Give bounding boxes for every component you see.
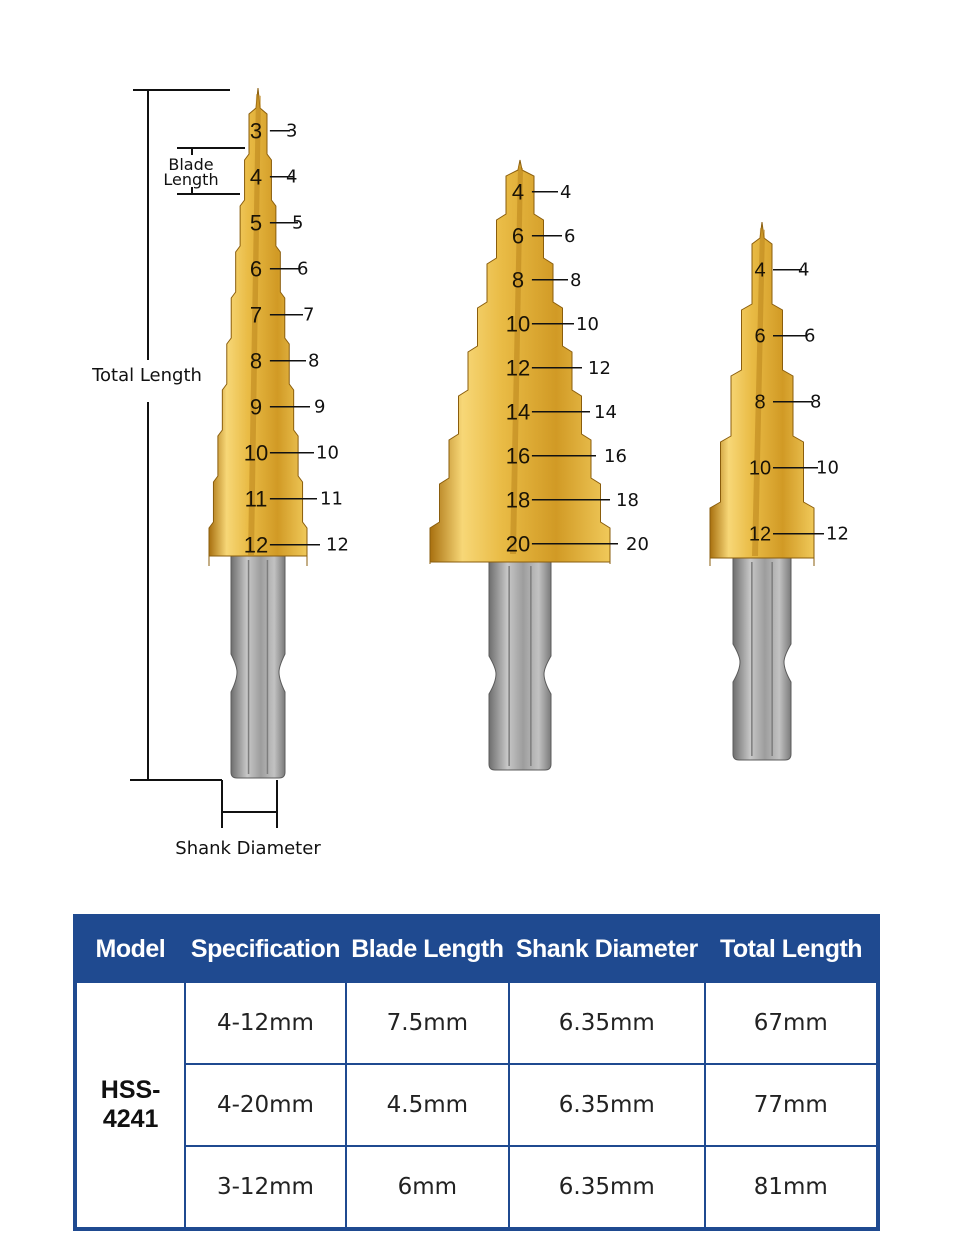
cell-specification: 3-12mm [185, 1146, 345, 1229]
cell-blade-length: 4.5mm [346, 1064, 509, 1146]
bits-layer [209, 88, 849, 778]
cell-specification: 4-12mm [185, 982, 345, 1065]
step-label-11: 11 [320, 488, 343, 510]
blade-length-label-line2: Length [163, 170, 219, 189]
drill-bit-4-12 [710, 222, 849, 760]
cell-shank-diameter: 6.35mm [509, 982, 704, 1065]
total-length-label: Total Length [92, 365, 202, 386]
engraved-step-10: 10 [243, 440, 269, 466]
engraved-step-10: 10 [505, 311, 531, 337]
step-label-3: 3 [286, 120, 298, 142]
model-cell: HSS-4241 [75, 982, 185, 1230]
engraved-step-20: 20 [505, 531, 531, 557]
table-row [75, 982, 878, 1065]
step-label-6: 6 [804, 325, 816, 347]
step-label-8: 8 [308, 350, 320, 372]
cell-total-length: 81mm [705, 1146, 878, 1229]
engraved-step-8: 8 [754, 391, 766, 414]
engraved-step-12: 12 [748, 523, 772, 546]
header-blade-length: Blade Length [346, 916, 509, 982]
step-label-14: 14 [594, 401, 617, 423]
step-label-7: 7 [303, 304, 315, 326]
table-header-row [75, 916, 878, 982]
step-label-8: 8 [810, 391, 822, 413]
hex-shank [489, 562, 551, 770]
engraved-step-10: 10 [748, 457, 772, 480]
step-label-8: 8 [570, 269, 582, 291]
shank-diameter-label: Shank Diameter [175, 838, 321, 859]
step-label-4: 4 [286, 166, 298, 188]
step-label-18: 18 [616, 489, 639, 511]
cell-total-length: 67mm [705, 982, 878, 1065]
table-row [75, 1064, 878, 1146]
engraved-step-16: 16 [505, 443, 531, 469]
engraved-step-11: 11 [244, 486, 268, 512]
engraved-step-8: 8 [511, 267, 525, 293]
engraved-step-18: 18 [505, 487, 531, 513]
header-total-length: Total Length [705, 916, 878, 982]
cell-blade-length: 6mm [346, 1146, 509, 1229]
engraved-step-4: 4 [754, 259, 766, 282]
hex-shank [733, 558, 791, 760]
cell-blade-length: 7.5mm [346, 982, 509, 1065]
engraved-step-9: 9 [249, 394, 263, 420]
engraved-step-5: 5 [249, 210, 263, 236]
cell-specification: 4-20mm [185, 1064, 345, 1146]
step-label-5: 5 [292, 212, 304, 234]
step-label-6: 6 [297, 258, 309, 280]
engraved-step-3: 3 [249, 118, 263, 144]
step-label-12: 12 [588, 357, 611, 379]
drill-bit-4-20 [430, 160, 649, 770]
engraved-step-8: 8 [249, 348, 263, 374]
drill-bit-3-12 [209, 88, 349, 778]
engraved-step-6: 6 [511, 223, 525, 249]
blade-length-label-line1: Blade [168, 155, 214, 174]
hex-shank [231, 556, 285, 778]
shank-diameter-dimension [222, 780, 277, 828]
cell-total-length: 77mm [705, 1064, 878, 1146]
table-row [75, 1146, 878, 1229]
engraved-step-4: 4 [249, 164, 263, 190]
header-model: Model [75, 916, 185, 982]
cell-shank-diameter: 6.35mm [509, 1146, 704, 1229]
step-label-6: 6 [564, 225, 576, 247]
step-label-12: 12 [326, 534, 349, 556]
engraved-step-12: 12 [505, 355, 531, 381]
step-label-10: 10 [316, 442, 339, 464]
spec-table [73, 914, 880, 1231]
engraved-step-4: 4 [511, 179, 525, 205]
step-label-16: 16 [604, 445, 627, 467]
step-label-10: 10 [816, 457, 839, 479]
engraved-step-6: 6 [249, 256, 263, 282]
engraved-step-14: 14 [505, 399, 531, 425]
step-label-9: 9 [314, 396, 326, 418]
header-specification: Specification [185, 916, 345, 982]
engraved-step-7: 7 [249, 302, 263, 328]
step-label-12: 12 [826, 523, 849, 545]
engraved-step-6: 6 [754, 325, 766, 348]
step-label-20: 20 [626, 533, 649, 555]
header-shank-diameter: Shank Diameter [509, 916, 704, 982]
cell-shank-diameter: 6.35mm [509, 1064, 704, 1146]
step-label-10: 10 [576, 313, 599, 335]
step-label-4: 4 [798, 259, 810, 281]
engraved-step-12: 12 [243, 532, 269, 558]
step-label-4: 4 [560, 181, 572, 203]
